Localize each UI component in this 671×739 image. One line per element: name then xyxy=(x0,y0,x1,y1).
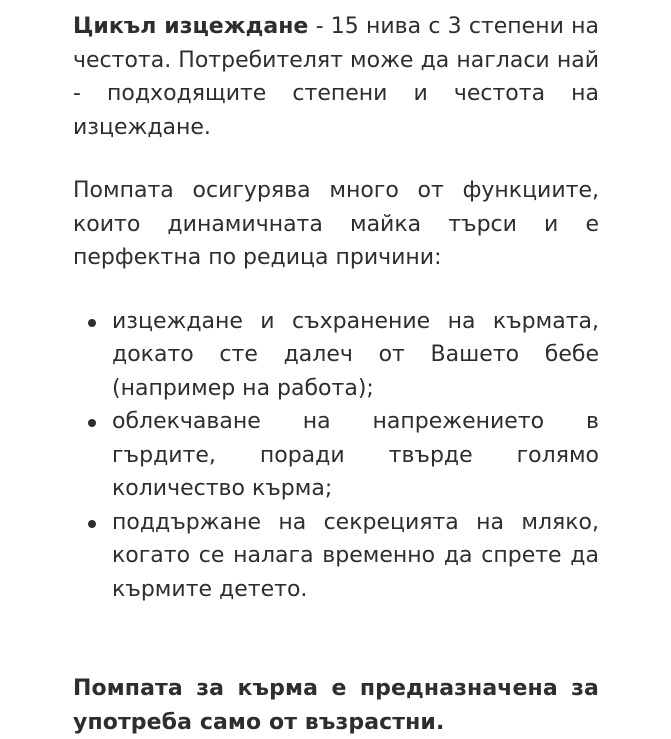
intro-lead-term: Цикъл изцеждане xyxy=(73,14,309,39)
bullet-icon xyxy=(88,419,96,427)
intro-body-text: - 15 нива с 3 степени на честота. Потребителят може да нагласи най - подходящите степени и честота на изцеждане. xyxy=(73,14,599,140)
benefits-list xyxy=(73,275,599,607)
bullet-icon xyxy=(88,319,96,327)
list-item xyxy=(73,506,599,607)
list-item xyxy=(73,405,599,506)
bullet-icon xyxy=(88,520,96,528)
list-item-label: поддържане на секрецията на мляко, когато се налага временно да спрете да кърмите детето. xyxy=(112,509,599,602)
intro-paragraph xyxy=(73,4,599,144)
list-item-label: облекчаване на напрежението в гърдите, поради твърде голямо количество кърма; xyxy=(112,409,599,501)
list-item xyxy=(73,305,599,406)
list-item-label: изцеждане и съхранение на кърмата, докато сте далеч от Вашето бебе (например на работа); xyxy=(112,308,599,401)
reasons-intro-paragraph: Помпата осигурява много от функциите, които динамичната майка търси и е перфектна по редица причини: xyxy=(73,178,599,270)
adults-only-notice: Помпата за кърма е предназначена за употреба само от възрастни. xyxy=(73,676,599,735)
